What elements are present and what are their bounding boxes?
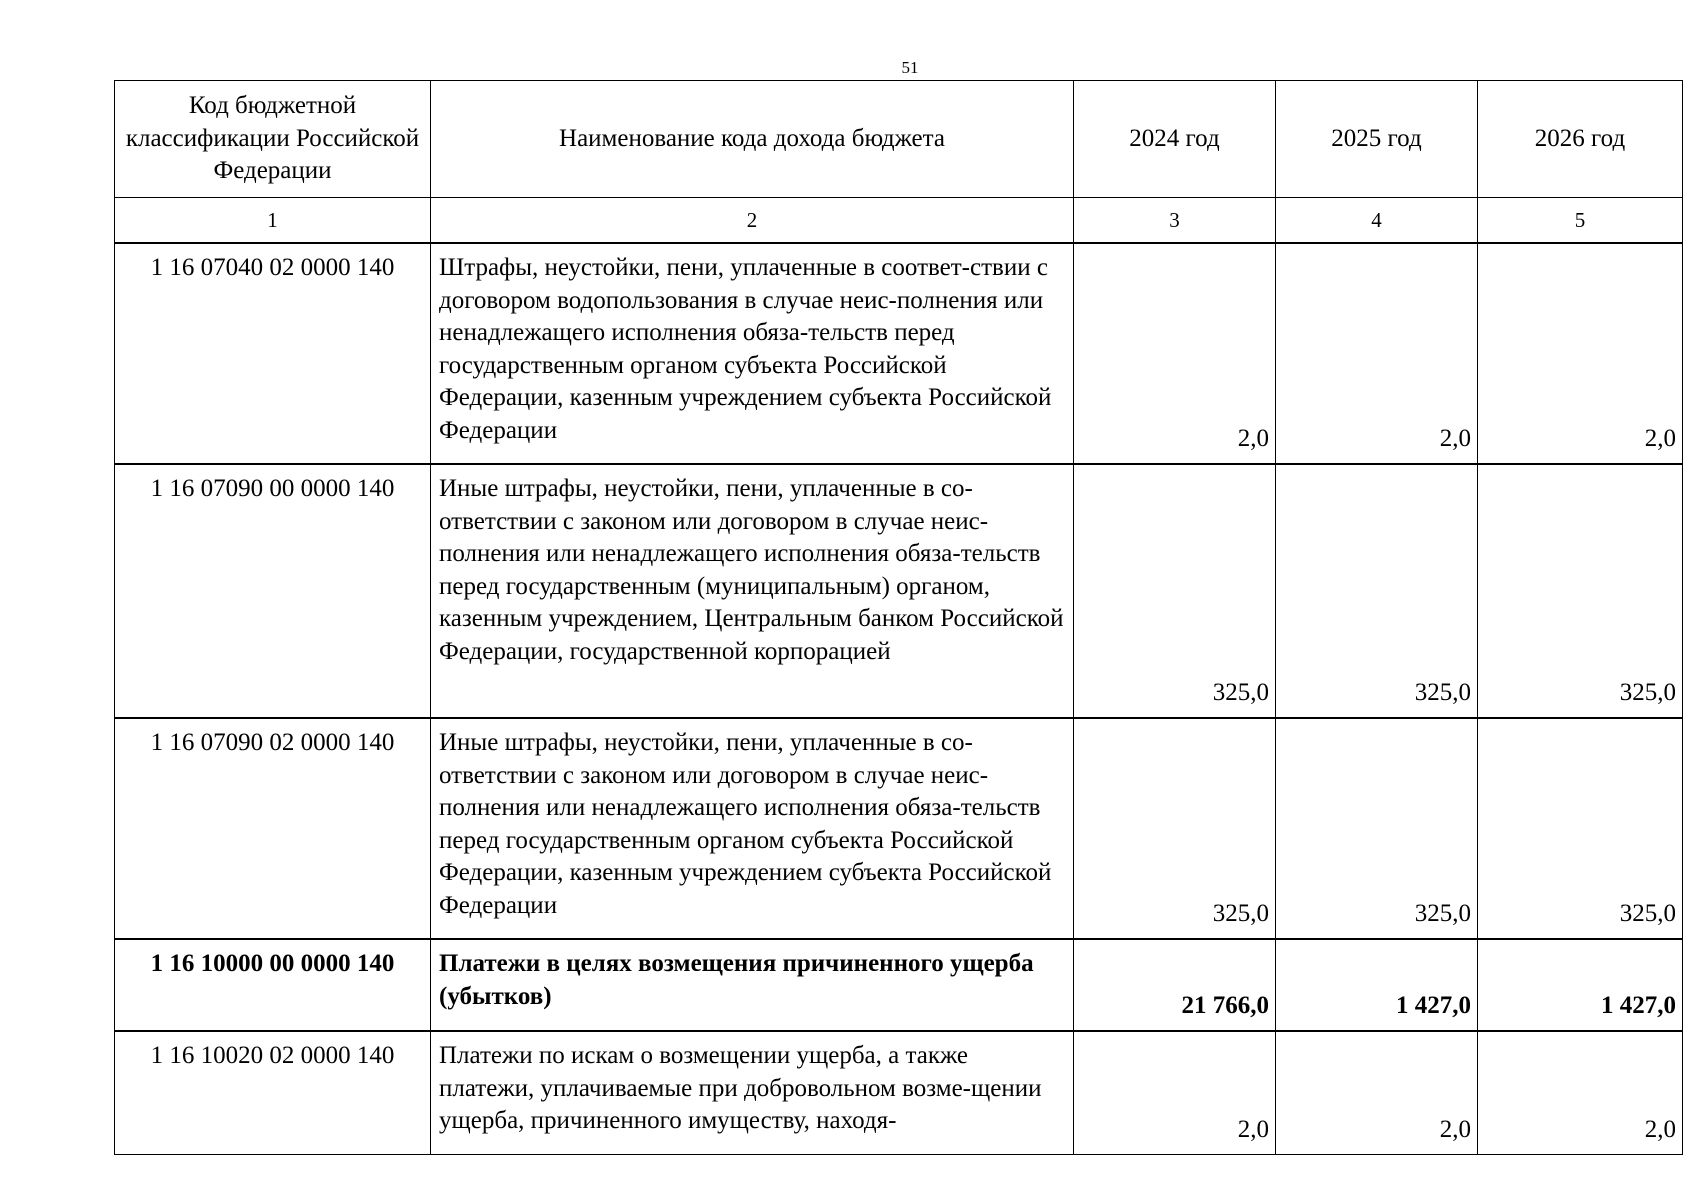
table-row (115, 464, 1683, 718)
budget-code-cell: 1 16 07090 02 0000 140 (115, 718, 431, 939)
budget-revenue-table (114, 80, 1683, 1155)
column-number: 3 (1074, 198, 1276, 244)
revenue-name-cell: Платежи по искам о возмещении ущерба, а также платежи, уплачиваемые при добровольном возме-щении ущерба, причиненного имуществу, находя- (431, 1031, 1074, 1155)
value-2025-cell: 325,0 (1276, 464, 1478, 718)
revenue-name-cell: Иные штрафы, неустойки, пени, уплаченные в со-ответствии с законом или договором в случае неис-полнения или ненадлежащего исполнения обяза-тельств перед государственным (муниципальным) органом, казенным учреждением, Центральным банком Российской Федерации, государственной корпорацией (431, 464, 1074, 718)
value-2025-cell: 325,0 (1276, 718, 1478, 939)
value-2024-cell: 325,0 (1074, 464, 1276, 718)
header-year-2026: 2026 год (1478, 81, 1683, 198)
value-2024-cell: 2,0 (1074, 243, 1276, 464)
value-2026-cell: 325,0 (1478, 718, 1683, 939)
revenue-name-cell: Штрафы, неустойки, пени, уплаченные в соответ-ствии с договором водопользования в случае неис-полнения или ненадлежащего исполнения обяза-тельств перед государственным органом субъекта Российской Федерации, казенным учреждением субъекта Российской Федерации (431, 243, 1074, 464)
revenue-name-cell: Платежи в целях возмещения причиненного ущерба (убытков) (431, 939, 1074, 1031)
page-number: 51 (901, 58, 919, 77)
budget-code-cell: 1 16 10020 02 0000 140 (115, 1031, 431, 1155)
budget-code-cell: 1 16 07090 00 0000 140 (115, 464, 431, 718)
table-row (115, 718, 1683, 939)
value-2026-cell: 1 427,0 (1478, 939, 1683, 1031)
value-2026-cell: 2,0 (1478, 1031, 1683, 1155)
value-2026-cell: 2,0 (1478, 243, 1683, 464)
table-row (115, 243, 1683, 464)
header-revenue-name: Наименование кода дохода бюджета (431, 81, 1074, 198)
budget-code-cell: 1 16 10000 00 0000 140 (115, 939, 431, 1031)
value-2025-cell: 2,0 (1276, 243, 1478, 464)
table-header-row (115, 81, 1683, 198)
column-number-row (115, 198, 1683, 244)
column-number: 1 (115, 198, 431, 244)
table-row-subtotal (115, 939, 1683, 1031)
header-budget-code: Код бюджетной классификации Российской Федерации (115, 81, 431, 198)
header-year-2024: 2024 год (1074, 81, 1276, 198)
header-year-2025: 2025 год (1276, 81, 1478, 198)
value-2024-cell: 325,0 (1074, 718, 1276, 939)
value-2025-cell: 2,0 (1276, 1031, 1478, 1155)
value-2024-cell: 2,0 (1074, 1031, 1276, 1155)
revenue-name-cell: Иные штрафы, неустойки, пени, уплаченные в со-ответствии с законом или договором в случае неис-полнения или ненадлежащего исполнения обяза-тельств перед государственным органом субъекта Российской Федерации, казенным учреждением субъекта Российской Федерации (431, 718, 1074, 939)
budget-code-cell: 1 16 07040 02 0000 140 (115, 243, 431, 464)
value-2025-cell: 1 427,0 (1276, 939, 1478, 1031)
value-2024-cell: 21 766,0 (1074, 939, 1276, 1031)
value-2026-cell: 325,0 (1478, 464, 1683, 718)
column-number: 4 (1276, 198, 1478, 244)
column-number: 2 (431, 198, 1074, 244)
column-number: 5 (1478, 198, 1683, 244)
table-row (115, 1031, 1683, 1155)
